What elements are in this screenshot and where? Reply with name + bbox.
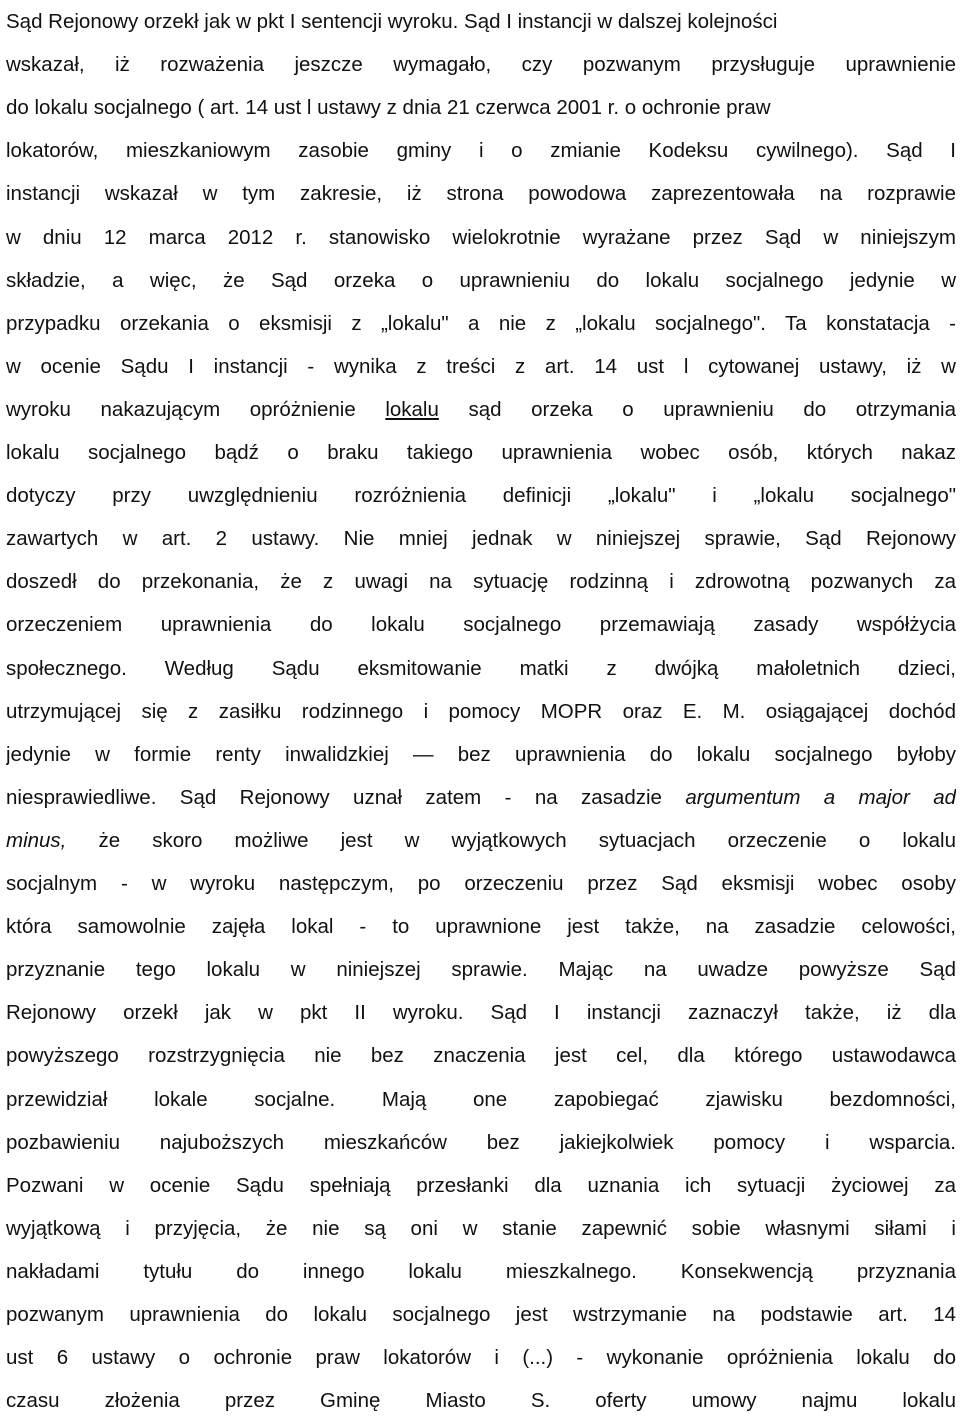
text-segment: pozwanym uprawnienia do lokalu socjalnego jest wstrzymanie na podstawie art. 14 — [6, 1303, 956, 1326]
text-segment: Rejonowy orzekł jak w pkt II wyroku. Sąd I instancji zaznaczył także, iż dla — [6, 1001, 956, 1025]
text-segment: powyższego rozstrzygnięcia nie bez znaczenia jest cel, dla którego ustawodawca — [6, 1044, 956, 1068]
text-line — [6, 776, 956, 819]
text-line — [6, 216, 956, 259]
text-segment: przewidział lokale socjalne. Mają one zapobiegać zjawisku bezdomności, — [6, 1087, 956, 1111]
text-segment: Pozwani w ocenie Sądu spełniają przesłanki dla uznania ich sytuacji życiowej za — [6, 1173, 956, 1197]
text-line — [6, 1164, 956, 1207]
text-line — [6, 991, 956, 1034]
text-segment: lokatorów, mieszkaniowym zasobie gminy i o zmianie Kodeksu cywilnego). Sąd I — [6, 139, 956, 163]
text-segment: niesprawiedliwe. Sąd Rejonowy uznał zatem - na zasadzie — [6, 785, 686, 809]
text-segment: orzeczeniem uprawnienia do lokalu socjalnego przemawiają zasady współżycia — [6, 613, 956, 637]
text-line — [6, 948, 956, 991]
text-line — [6, 1336, 956, 1379]
text-line — [6, 819, 956, 862]
text-line — [6, 862, 956, 905]
text-line — [6, 431, 956, 474]
text-line — [6, 302, 956, 345]
text-line — [6, 1250, 956, 1293]
text-line — [6, 1078, 956, 1121]
text-line — [6, 560, 956, 603]
text-line — [6, 388, 956, 431]
document-page — [6, 0, 956, 1416]
text-line — [6, 905, 956, 948]
text-line — [6, 0, 956, 43]
text-segment: lokalu socjalnego bądź o braku takiego uprawnienia wobec osób, których nakaz — [6, 441, 956, 464]
text-segment: przyznanie tego lokalu w niniejszej sprawie. Mając na uwadze powyższe Sąd — [6, 958, 956, 982]
text-segment: społecznego. Według Sądu eksmitowanie matki z dwójką małoletnich dzieci, — [6, 656, 956, 680]
text-line — [6, 1293, 956, 1336]
text-line — [6, 345, 956, 388]
text-line — [6, 43, 956, 86]
text-segment: czasu złożenia przez Gminę Miasto S. oferty umowy najmu lokalu — [6, 1389, 956, 1413]
text-line — [6, 603, 956, 646]
text-line — [6, 259, 956, 302]
text-segment: w dniu 12 marca 2012 r. stanowisko wielokrotnie wyrażane przez Sąd w niniejszym — [6, 225, 956, 249]
text-line — [6, 129, 956, 172]
text-segment: Sąd Rejonowy orzekł jak w pkt I sentencji wyroku. Sąd I instancji w dalszej kolejności — [6, 10, 778, 33]
text-segment: nakładami tytułu do innego lokalu mieszkalnego. Konsekwencją przyznania — [6, 1259, 956, 1283]
text-segment: wyjątkową i przyjęcia, że nie są oni w stanie zapewnić sobie własnymi siłami i — [6, 1216, 956, 1240]
text-segment: utrzymującej się z zasiłku rodzinnego i pomocy MOPR oraz E. M. osiągającej dochód — [6, 699, 956, 723]
text-segment: zawartych w art. 2 ustawy. Nie mniej jednak w niniejszej sprawie, Sąd Rejonowy — [6, 527, 956, 551]
text-segment: jedynie w formie renty inwalidzkiej — bez uprawnienia do lokalu socjalnego byłoby — [6, 742, 956, 766]
text-line — [6, 1121, 956, 1164]
text-segment: instancji wskazał w tym zakresie, iż strona powodowa zaprezentowała na rozprawie — [6, 182, 956, 206]
underlined-text: lokalu — [385, 397, 439, 421]
text-segment: wyroku nakazującym opróżnienie — [6, 397, 386, 421]
text-segment: w ocenie Sądu I instancji - wynika z treści z art. 14 ust l cytowanej ustawy, iż w — [6, 354, 956, 378]
text-segment: przypadku orzekania o eksmisji z „lokalu" a nie z „lokalu socjalnego". Ta konstatacja - — [6, 311, 956, 335]
text-line — [6, 474, 956, 517]
text-segment: doszedł do przekonania, że z uwagi na sytuację rodzinną i zdrowotną pozwanych za — [6, 570, 956, 594]
text-line — [6, 1379, 956, 1416]
text-segment: sąd orzeka o uprawnieniu do otrzymania — [438, 397, 956, 421]
text-line — [6, 86, 956, 129]
text-segment: ust 6 ustawy o ochronie praw lokatorów i (...) - wykonanie opróżnienia lokalu do — [6, 1346, 956, 1370]
text-line — [6, 1034, 956, 1077]
text-line — [6, 1207, 956, 1250]
text-line — [6, 172, 956, 215]
text-segment: dotyczy przy uwzględnieniu rozróżnienia definicji „lokalu" i „lokalu socjalnego" — [6, 484, 956, 508]
italic-text: minus, — [6, 828, 67, 852]
text-segment: socjalnym - w wyroku następczym, po orzeczeniu przez Sąd eksmisji wobec osoby — [6, 872, 956, 895]
text-line — [6, 647, 956, 690]
text-segment: która samowolnie zajęła lokal - to uprawnione jest także, na zasadzie celowości, — [6, 915, 956, 939]
text-segment: wskazał, iż rozważenia jeszcze wymagało, czy pozwanym przysługuje uprawnienie — [6, 53, 956, 77]
text-line — [6, 733, 956, 776]
text-segment: do lokalu socjalnego ( art. 14 ust l ustawy z dnia 21 czerwca 2001 r. o ochronie praw — [6, 96, 771, 120]
text-line — [6, 517, 956, 560]
text-line — [6, 690, 956, 733]
text-segment: że skoro możliwe jest w wyjątkowych sytuacjach orzeczenie o lokalu — [66, 828, 956, 852]
text-segment: składzie, a więc, że Sąd orzeka o uprawnieniu do lokalu socjalnego jedynie w — [6, 268, 956, 292]
text-segment: pozbawieniu najuboższych mieszkańców bez jakiejkolwiek pomocy i wsparcia. — [6, 1130, 956, 1154]
italic-text: argumentum a major ad — [685, 785, 956, 809]
